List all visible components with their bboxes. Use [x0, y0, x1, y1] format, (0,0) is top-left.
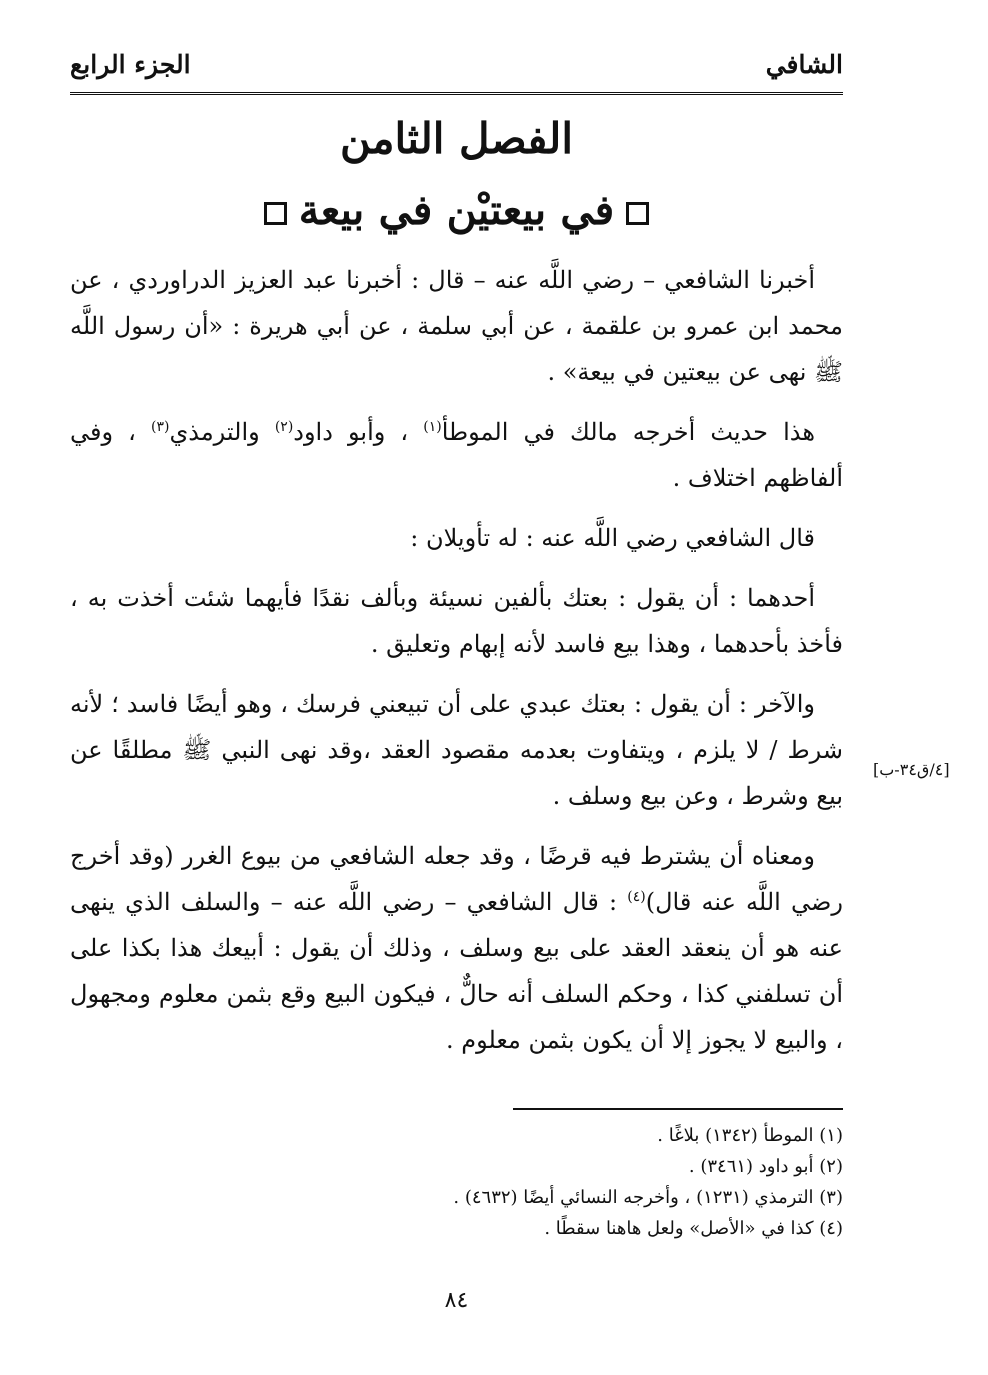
- running-header: [70, 42, 843, 95]
- volume-label: الجزء الرابع: [70, 50, 191, 79]
- paragraph: أخبرنا الشافعي – رضي اللَّه عنه – قال : أخبرنا عبد العزيز الدراوردي ، عن محمد ابن عمرو بن علقمة ، عن أبي سلمة ، عن أبي هريرة : «أن رسول اللَّه ﷺ نهى عن بيعتين في بيعة» .: [70, 266, 843, 386]
- square-ornament-icon: [626, 202, 649, 225]
- chapter-title: الفصل الثامن: [340, 114, 573, 163]
- main-text: [70, 257, 843, 1063]
- paragraph: والآخر : أن يقول : بعتك عبدي على أن تبيعني فرسك ، وهو أيضًا فاسد ؛ لأنه شرط / لا يلزم ، ويتفاوت بعدمه مقصود العقد ،وقد نهى النبي ﷺ مطلقًا عن بيع وشرط ، وعن بيع وسلف .: [70, 690, 843, 810]
- footnote-item: (١) الموطأ (١٣٤٢) بلاغًا .: [657, 1125, 843, 1146]
- footnote-item: (٣) الترمذي (١٢٣١) ، وأخرجه النسائي أيضًا (٤٦٣٢) .: [453, 1187, 843, 1208]
- page-number: ٨٤: [444, 1288, 469, 1313]
- square-ornament-icon: [264, 202, 287, 225]
- footnote-divider: [513, 1108, 843, 1110]
- paragraph: ومعناه أن يشترط فيه قرضًا ، وقد جعله الشافعي من بيوع الغرر (وقد أخرج رضي اللَّه عنه قال)$^{(٤)}$ : قال الشافعي – رضي اللَّه عنه – والسلف الذي ينهى عنه هو أن ينعقد العقد على بيع وسلف ، وذلك أن يقول : أبيعك هذا بكذا على أن تسلفني كذا ، وحكم السلف أنه حالٌّ ، فيكون البيع وقع بثمن معلوم ومجهول ، والبيع لا يجوز إلا أن يكون بثمن معلوم .: [70, 842, 843, 1054]
- paragraph: قال الشافعي رضي اللَّه عنه : له تأويلان :: [410, 524, 815, 552]
- footnote-ref[interactable]: (١): [423, 419, 442, 435]
- footnote-item: (٤) كذا في «الأصل» ولعل هاهنا سقطًا .: [544, 1218, 843, 1239]
- paragraph: أحدهما : أن يقول : بعتك بألفين نسيئة وبألف نقدًا فأيهما شئت أخذت به ، فأخذ بأحدهما ، وهذا بيع فاسد لأنه إبهام وتعليق .: [70, 584, 843, 658]
- chapter-subtitle-text: في بيعتيْن في بيعة: [298, 186, 615, 234]
- footnotes: [70, 1120, 843, 1244]
- footnote-ref[interactable]: (٤): [627, 889, 646, 905]
- footnote-ref[interactable]: (٣): [150, 419, 170, 435]
- manuscript-folio-note: [٤/ق٣٤-ب]: [873, 760, 950, 779]
- chapter-subtitle: [70, 186, 843, 234]
- paragraph: هذا حديث أخرجه مالك في الموطأ$^{(١)}$ ، وأبو داود$^{(٢)}$ والترمذي$^{(٣)}$ ، وفي ألفاظهم اختلاف .: [70, 418, 843, 492]
- footnote-item: (٢) أبو داود (٣٤٦١) .: [688, 1156, 843, 1177]
- book-title: الشافي: [765, 50, 843, 79]
- footnote-ref[interactable]: (٢): [274, 419, 294, 435]
